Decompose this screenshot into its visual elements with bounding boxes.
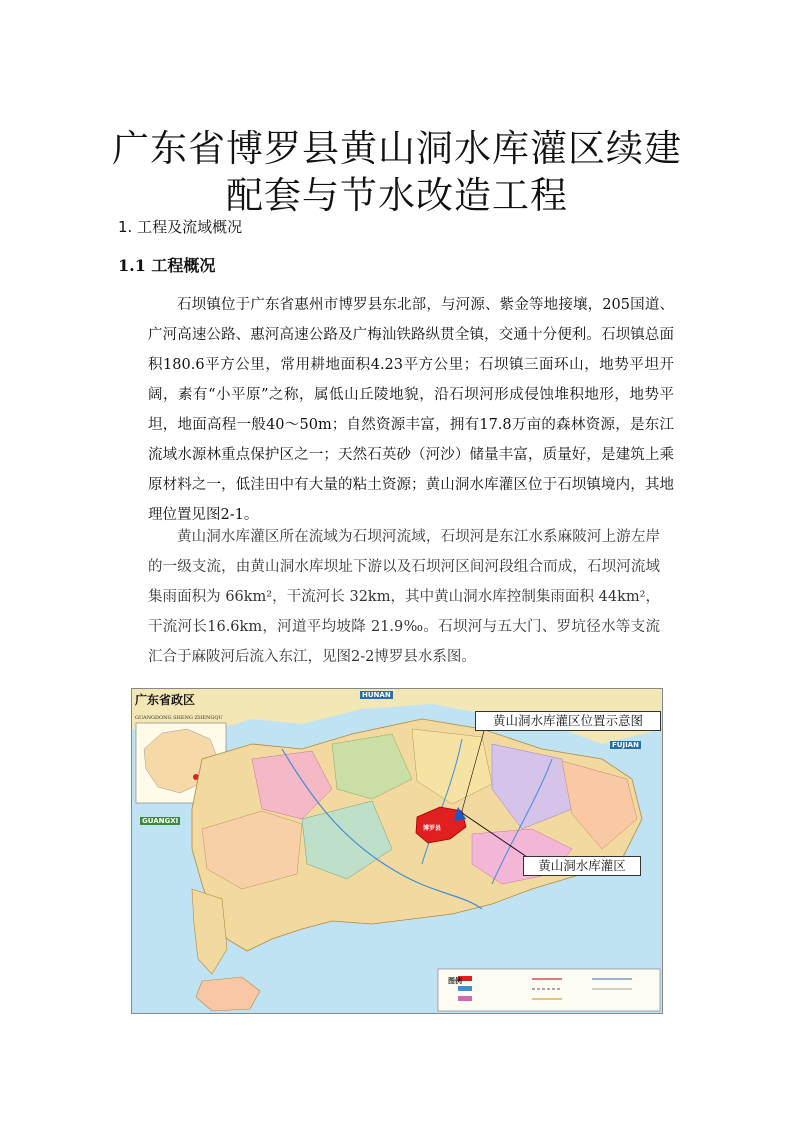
document-title-line-2: 配套与节水改造工程 — [226, 174, 568, 217]
map-subtitle: GUANGDONG SHENG ZHENGQU — [135, 715, 223, 721]
paragraph-project-overview: 石坝镇位于广东省惠州市博罗县东北部，与河源、紫金等地接壤，205国道、广河高速公路、惠河高速公路及广梅汕铁路纵贯全镇，交通十分便利。石坝镇总面积180.6平方公里，常用耕地面积4.23平方公里；石坝镇三面环山，地势平坦开阔，素有“小平原”之称，属低山丘陵地貌，沿石坝河形成侵蚀堆积地形，地势平坦，地面高程一般40～50m；自然资源丰富，拥有17.8万亩的森林资源，是东江流域水源林重点保护区之一；天然石英砂（河沙）储量丰富，质量好，是建筑上乘原材料之一，低洼田中有大量的粘土资源；黄山洞水库灌区位于石坝镇境内，其地理位置见图2-1。 — [148, 297, 674, 523]
map-title: 广东省政区 — [135, 693, 196, 707]
guangdong-location-map — [131, 688, 663, 1014]
map-graphic — [132, 689, 662, 1013]
province-label-hunan: HUNAN — [362, 691, 391, 699]
location-diagram-callout: 黄山洞水库灌区位置示意图 — [475, 711, 661, 731]
irrigation-district-callout: 黄山洞水库灌区 — [523, 856, 641, 876]
section-heading-1-1: 1.1 工程概况 — [118, 256, 216, 275]
map-legend-label: 图例 — [448, 976, 462, 985]
province-label-fujian: FUJIAN — [612, 741, 639, 749]
boluo-county-label: 博罗县 — [423, 825, 442, 832]
province-label-guangxi: GUANGXI — [142, 817, 179, 825]
document-title-line-1: 广东省博罗县黄山洞水库灌区续建 — [112, 127, 682, 170]
section-heading-1: 1. 工程及流域概况 — [118, 218, 243, 236]
paragraph-watershed-overview: 黄山洞水库灌区所在流域为石坝河流域，石坝河是东江水系麻陂河上游左岸的一级支流，由黄山洞水库坝址下游以及石坝河区间河段组合而成，石坝河流域集雨面积为 66km²，干流河长 32km，其中黄山洞水库控制集雨面积 44km²，干流河长16.6km，河道平均坡降 21.9‰。石坝河与五大门、罗坑径水等支流汇合于麻陂河后流入东江，见图2-2博罗县水系图。 — [148, 529, 660, 665]
